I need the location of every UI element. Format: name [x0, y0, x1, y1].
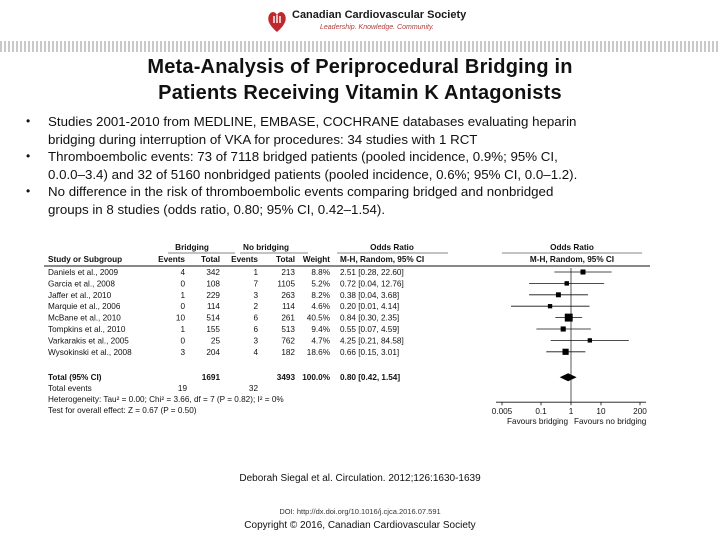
x-tick-label: 200 [633, 407, 647, 417]
bridging-total: 514 [206, 313, 220, 323]
nobridging-events: 7 [253, 279, 258, 289]
total-label: Total (95% CI) [48, 373, 102, 383]
group-header-or-plot: Odds Ratio [550, 243, 594, 252]
copyright: Copyright © 2016, Canadian Cardiovascular Society [244, 520, 476, 531]
point-estimate-marker [563, 349, 569, 355]
study-label: Daniels et al., 2009 [48, 268, 119, 277]
bridging-total: 204 [206, 347, 220, 357]
bridging-total: 25 [210, 336, 220, 346]
bullet-icon: • [26, 149, 31, 163]
study-or-ci: 0.20 [0.01, 4.14] [340, 302, 400, 312]
favours-right-label: Favours no bridging [574, 417, 647, 427]
group-header-no-bridging: No bridging [243, 243, 289, 252]
nobridging-total: 762 [281, 336, 295, 346]
bridging-events: 4 [180, 268, 185, 277]
study-label: Tompkins et al., 2010 [48, 325, 126, 334]
total-or-ci: 0.80 [0.42, 1.54] [340, 373, 401, 383]
bridging-total: 342 [206, 268, 220, 277]
overall-effect-text: Test for overall effect: Z = 0.67 (P = 0.50) [48, 406, 197, 416]
bullet-text-line: Studies 2001-2010 from MEDLINE, EMBASE, COCHRANE databases evaluating heparin [48, 114, 577, 129]
point-estimate-marker [548, 304, 552, 308]
study-or-ci: 2.51 [0.28, 22.60] [340, 268, 404, 277]
study-or-ci: 0.66 [0.15, 3.01] [340, 347, 400, 357]
bridging-events: 0 [180, 302, 185, 312]
column-header-total: Total [276, 255, 295, 264]
total-events-label: Total events [48, 384, 92, 394]
bullet-text-line: 0.0.0–3.4) and 32 of 5160 nonbridged patients (pooled incidence, 0.6%; 95% CI, 0.0–1.2). [48, 166, 578, 182]
study-label: Jaffer et al., 2010 [48, 290, 112, 300]
bullet-text-line: No difference in the risk of thromboembolic events comparing bridged and nonbridged [48, 184, 554, 199]
nobridging-total: 513 [281, 325, 295, 334]
nobridging-events: 6 [253, 313, 258, 323]
bullet-item [22, 113, 702, 148]
nobridging-events: 6 [253, 325, 258, 334]
bullet-list [22, 113, 702, 218]
study-weight: 5.2% [311, 279, 330, 289]
favours-left-label: Favours bridging [507, 417, 568, 427]
x-tick-label: 0.005 [491, 407, 513, 417]
study-label: Garcia et al., 2008 [48, 279, 115, 289]
study-weight: 4.6% [311, 302, 330, 312]
bullet-text-line: Thromboembolic events: 73 of 7118 bridged patients (pooled incidence, 0.9%; 95% CI, [48, 149, 558, 164]
nobridging-total: 213 [281, 268, 295, 277]
bridging-events: 0 [180, 336, 185, 346]
nobridging-total: 182 [281, 347, 295, 357]
nobridging-events: 2 [253, 302, 258, 312]
nobridging-total: 261 [281, 313, 295, 323]
point-estimate-marker [561, 326, 566, 331]
nobridging-events: 3 [253, 336, 258, 346]
point-estimate-marker [588, 338, 592, 342]
study-or-ci: 0.38 [0.04, 3.68] [340, 290, 400, 300]
bridging-total: 108 [206, 279, 220, 289]
org-tagline: Leadership. Knowledge. Community. [320, 24, 434, 31]
bullet-text-line: bridging during interruption of VKA for procedures: 34 studies with 1 RCT [48, 131, 478, 147]
point-estimate-marker [565, 281, 569, 285]
study-weight: 40.5% [306, 313, 330, 323]
bridging-events: 10 [175, 313, 185, 323]
bullet-item [22, 148, 702, 183]
bridging-events: 0 [180, 279, 185, 289]
bridging-total: 155 [206, 325, 220, 334]
slide-title [40, 54, 680, 106]
bridging-total: 114 [206, 302, 220, 312]
study-label: McBane et al., 2010 [48, 313, 121, 323]
bridging-total: 229 [206, 290, 220, 300]
x-tick-label: 0.1 [535, 407, 547, 417]
column-header-events: Events [158, 255, 185, 264]
nobridging-events: 3 [253, 290, 258, 300]
bridging-events: 1 [180, 290, 185, 300]
nobridging-events: 1 [253, 268, 258, 277]
bullet-icon: • [26, 114, 31, 128]
citation: Deborah Siegal et al. Circulation. 2012;126:1630-1639 [239, 473, 481, 484]
ccs-logo [262, 6, 467, 36]
group-header-bridging: Bridging [175, 243, 209, 252]
column-header-study: Study or Subgroup [48, 255, 123, 264]
nobridging-total: 263 [281, 290, 295, 300]
point-estimate-marker [565, 314, 573, 322]
total-weight: 100.0% [302, 373, 330, 383]
header-band [0, 41, 720, 52]
study-label: Marquie et al., 2006 [48, 302, 121, 312]
column-header-or-ci-plot: M-H, Random, 95% CI [529, 255, 615, 264]
heart-hand-icon [266, 8, 288, 34]
study-or-ci: 0.55 [0.07, 4.59] [340, 325, 400, 334]
study-label: Varkarakis et al., 2005 [48, 336, 129, 346]
column-header-or-ci: M-H, Random, 95% CI [340, 255, 425, 264]
bridging-events: 3 [180, 347, 185, 357]
column-header-total: Total [201, 255, 220, 264]
title-line-2: Patients Receiving Vitamin K Antagonists [158, 82, 562, 104]
forest-plot [40, 240, 690, 440]
bridging-events: 1 [180, 325, 185, 334]
bridging-events-sum: 19 [177, 384, 187, 394]
study-or-ci: 0.84 [0.30, 2.35] [340, 313, 400, 323]
bridging-total-sum: 1691 [201, 373, 220, 383]
nobridging-total: 114 [281, 302, 295, 312]
study-weight: 18.6% [306, 347, 330, 357]
bullet-icon: • [26, 184, 31, 198]
study-weight: 8.2% [311, 290, 330, 300]
column-header-events: Events [231, 255, 258, 264]
title-line-1: Meta-Analysis of Periprocedural Bridging in [147, 56, 573, 78]
nobridging-total-sum: 3493 [276, 373, 295, 383]
header [0, 0, 720, 58]
nobridging-events-sum: 32 [248, 384, 258, 394]
study-weight: 9.4% [311, 325, 330, 334]
heterogeneity-text: Heterogeneity: Tau² = 0.00; Chi² = 3.66, df = 7 (P = 0.82); I² = 0% [48, 395, 284, 405]
x-tick-label: 1 [568, 407, 574, 417]
org-name: Canadian Cardiovascular Society [292, 9, 467, 21]
point-estimate-marker [556, 292, 561, 297]
column-header-weight: Weight [302, 255, 330, 264]
study-or-ci: 4.25 [0.21, 84.58] [340, 336, 404, 346]
bullet-item [22, 183, 702, 218]
point-estimate-marker [580, 269, 585, 274]
study-weight: 8.8% [311, 268, 330, 277]
study-weight: 4.7% [311, 336, 330, 346]
nobridging-total: 1105 [277, 279, 295, 289]
study-label: Wysokinski et al., 2008 [48, 347, 132, 357]
pooled-estimate-diamond [560, 373, 577, 381]
nobridging-events: 4 [253, 347, 258, 357]
bullet-text-line: groups in 8 studies (odds ratio, 0.80; 95% CI, 0.42–1.54). [48, 201, 386, 217]
doi-link[interactable]: DOI: http://dx.doi.org/10.1016/j.cjca.2016.07.591 [279, 507, 441, 516]
group-header-or-text: Odds Ratio [370, 243, 414, 252]
study-or-ci: 0.72 [0.04, 12.76] [340, 279, 404, 289]
x-tick-label: 10 [596, 407, 606, 417]
